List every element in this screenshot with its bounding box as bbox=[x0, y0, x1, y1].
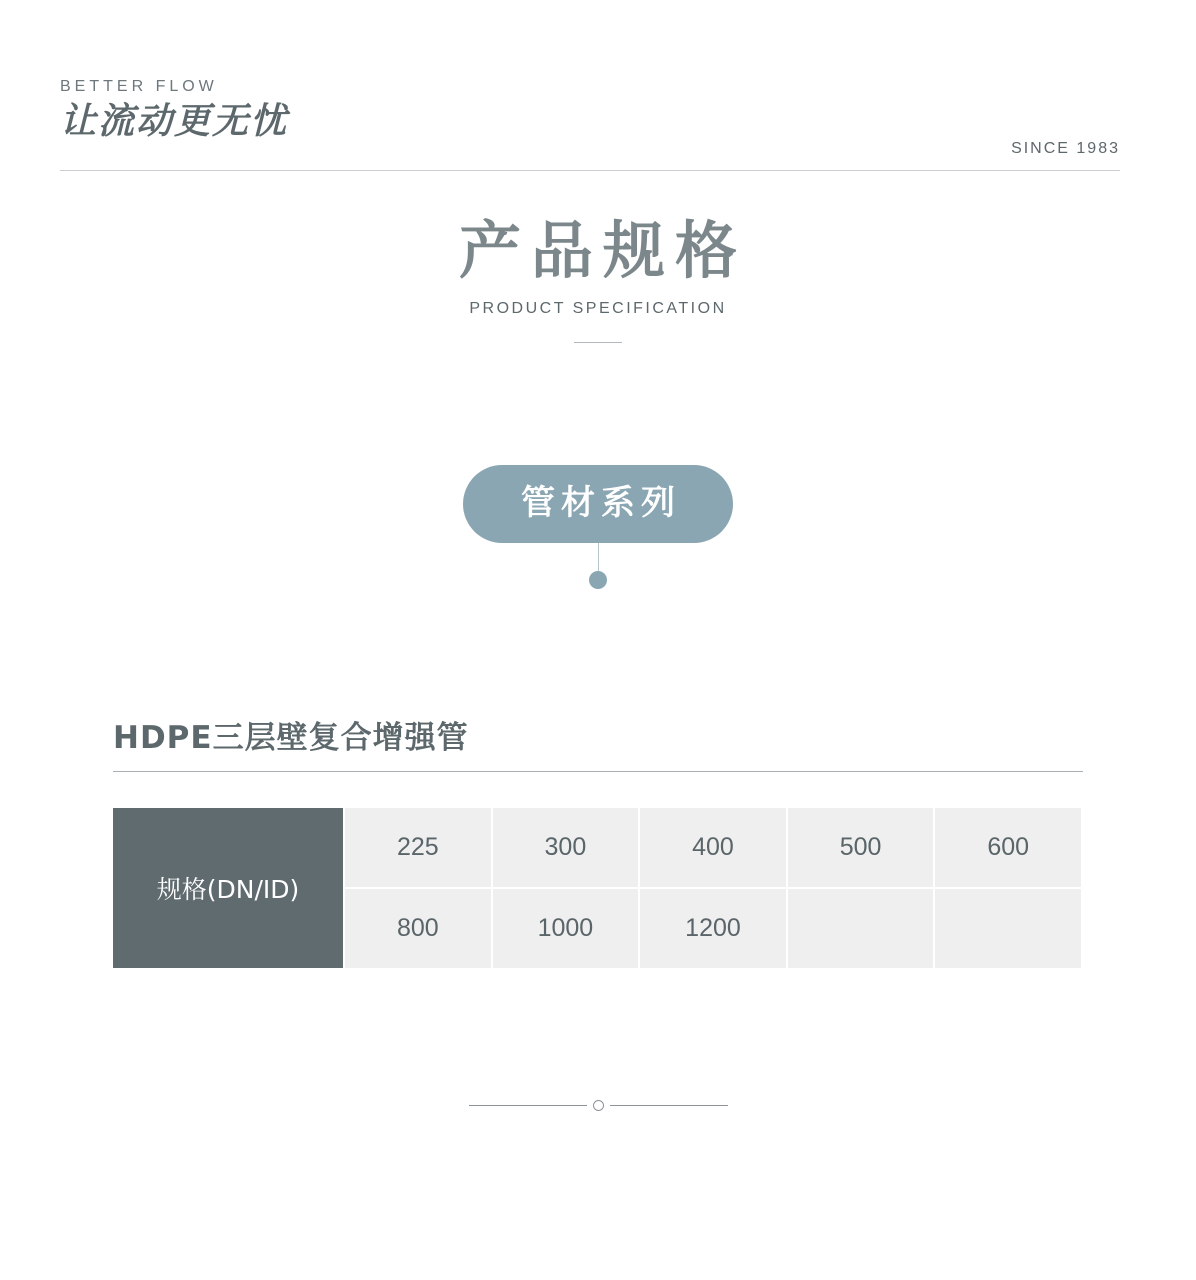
series-badge: 管材系列 bbox=[463, 465, 733, 543]
ornament-line-left bbox=[469, 1105, 587, 1106]
product-section bbox=[113, 712, 1083, 970]
spec-cell: 300 bbox=[492, 807, 640, 888]
footer-ornament bbox=[0, 1100, 1196, 1111]
page-subtitle: PRODUCT SPECIFICATION bbox=[469, 300, 727, 318]
spec-cell: 225 bbox=[344, 807, 492, 888]
since-label: SINCE 1983 bbox=[1011, 140, 1120, 157]
spec-cell: 1200 bbox=[639, 888, 787, 969]
ornament-circle-icon bbox=[593, 1100, 604, 1111]
badge-connector-dot bbox=[589, 571, 607, 589]
badge-connector-line bbox=[598, 543, 599, 571]
spec-cell-empty bbox=[787, 888, 935, 969]
spec-cell: 400 bbox=[639, 807, 787, 888]
specification-table bbox=[113, 806, 1083, 970]
ornament-line-right bbox=[610, 1105, 728, 1106]
title-divider bbox=[574, 342, 622, 343]
spec-cell: 800 bbox=[344, 888, 492, 969]
spec-cell: 1000 bbox=[492, 888, 640, 969]
page-title-block bbox=[0, 215, 1196, 343]
brand-tagline-en: BETTER FLOW bbox=[60, 78, 218, 95]
page-header bbox=[60, 78, 1120, 171]
series-badge-group bbox=[0, 465, 1196, 589]
section-heading: HDPE三层壁复合增强管 bbox=[113, 712, 1083, 772]
table-row bbox=[113, 807, 1082, 888]
spec-row-label: 规格(DN/ID) bbox=[113, 807, 344, 969]
page-title: 产品规格 bbox=[458, 214, 747, 287]
brand-tagline-cn: 让流动更无忧 bbox=[60, 101, 289, 142]
spec-cell: 500 bbox=[787, 807, 935, 888]
spec-cell-empty bbox=[934, 888, 1082, 969]
spec-cell: 600 bbox=[934, 807, 1082, 888]
